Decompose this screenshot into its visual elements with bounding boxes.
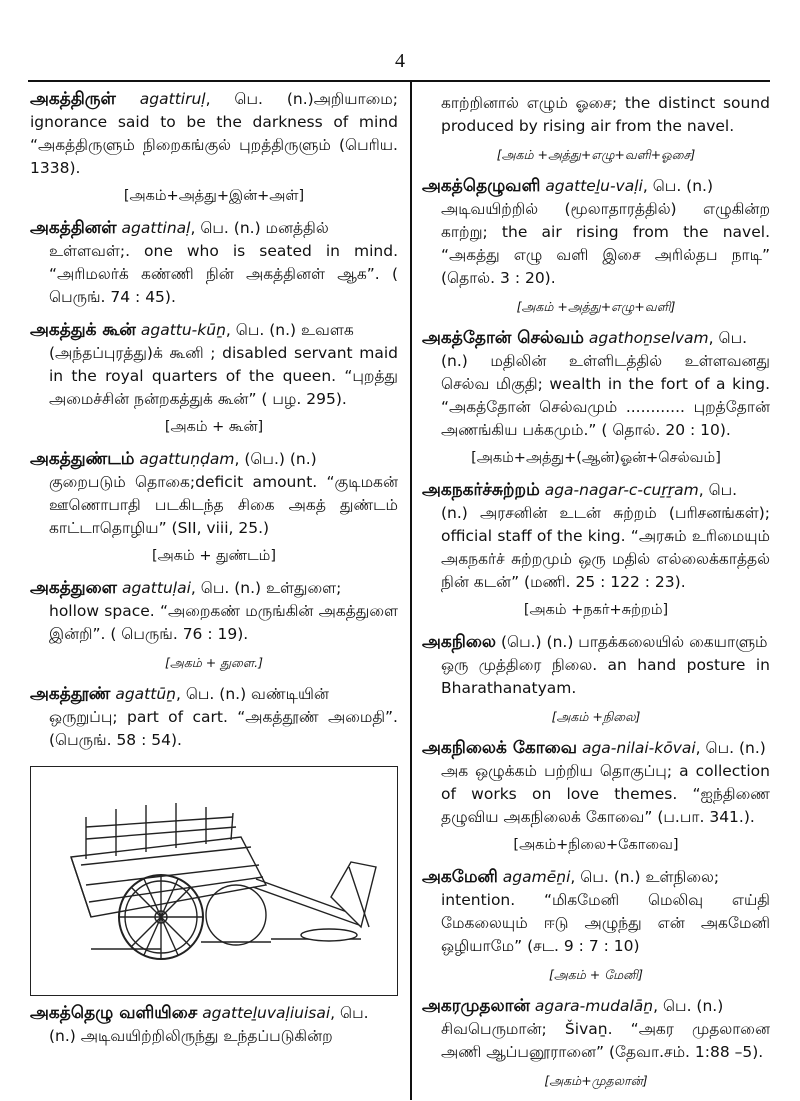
entry: அகத்துளை agattuḷai, பெ. (n.) உள்துளை; hollow space. “அறைகண் மருங்கின் அகத்துளை இன்றி”. ( பெருங். 76 : 19). xyxy=(30,577,398,646)
entry-body: பெ. (n.) வண்டியின் xyxy=(185,685,329,703)
transliteration: agattiruḷ xyxy=(139,90,206,108)
headword: அகத்துண்டம் xyxy=(30,449,135,469)
transliteration: aga-nagar-c-cuṟṟam xyxy=(544,481,699,499)
entry: அகநிலைக் கோவை aga-nilai-kōvai, பெ. (n.) அக ஒழுக்கம் பற்றிய தொகுப்பு; a collection of works on love themes. “ஐந்திணை தழுவிய அகநிலைக் கோவை” (ப.பா. 341.). xyxy=(422,737,770,829)
entry-body: பெ. xyxy=(718,329,748,347)
headword: அகத்தோன் செல்வம் xyxy=(422,328,584,348)
cart-illustration xyxy=(30,766,398,996)
etymology: [அகம் +அத்து+எழு+வளி] xyxy=(516,299,676,314)
page-number: 4 xyxy=(395,50,405,72)
right-column xyxy=(422,92,770,1101)
etymology: [அகம் +அத்து+எழு+வளி+ஓசை] xyxy=(496,147,696,162)
entry: அகத்தோன் செல்வம் agathoṉselvam, பெ. (n.) மதிலின் உள்ளிடத்தில் உள்ளவனது செல்வ மிகுதி; wealth in the fort of a king. “அகத்தோன் செல்வமும் ............ புறத்தோன் அணங்கிய பக்கமும்.” ( தொல். 20 : 10). xyxy=(422,327,770,442)
transliteration: agara-mudalāṉ xyxy=(534,997,654,1015)
transliteration: agamēṉi xyxy=(502,868,571,886)
entry-body: பெ. (n.) உள்நிலை; xyxy=(580,868,720,886)
etymology: [அகம்+அத்து+இன்+அள்] xyxy=(123,188,305,204)
transliteration: agathoṉselvam xyxy=(588,329,709,347)
entry-continued xyxy=(422,92,770,138)
entry-body: பெ. (n.) மனத்தில் xyxy=(200,219,329,237)
entry-continuation: (n.) அடிவயிற்றிலிருந்து உந்தப்படுகின்ற xyxy=(49,1027,333,1045)
headword: அகநகர்ச்சுற்றம் xyxy=(422,480,540,500)
headword: அகத்திருள் xyxy=(30,89,116,109)
entry: அகத்தெழுவளி agatteḻu-vaḷi, பெ. (n.) அடிவயிற்றில் (மூலாதாரத்தில்) எழுகின்ற காற்று; the air rising from the navel. “அகத்து எழு வளி இசை அரில்தப நாடி” (தொல். 3 : 20). xyxy=(422,175,770,290)
entry: அகநகர்ச்சுற்றம் aga-nagar-c-cuṟṟam, பெ. (n.) அரசனின் உடன் சுற்றம் (பரிசனங்கள்); official staff of the king. “அரசும் உரிமையும் அகநகர்ச் சுற்றமும் ஒரு மதில் எல்லைக்காத்தல் நின் கடன்” (மணி. 25 : 122 : 23). xyxy=(422,479,770,594)
entry-body: (பெ.) (n.) பாதக்கலையில் கையாளும் xyxy=(500,633,768,651)
entry-continuation: mind “அகத்திருளும் நிறைகங்குல் புறத்திருளும் (பெரிய. 1338). xyxy=(30,113,398,177)
entry: அகத்திருள் agattiruḷ, பெ. (n.)அறியாமை; ignorance said to be the darkness of mind “அகத்திருளும் நிறைகங்குல் புறத்திருளும் (பெரிய. 1338). xyxy=(30,89,398,177)
cart-drawing xyxy=(31,767,397,995)
headword: அகத்தூண் xyxy=(30,684,111,704)
left-column xyxy=(30,88,398,1048)
etymology: [அகம் +நகர்+சுற்றம்] xyxy=(523,602,669,618)
entry-body: பெ. (n.) உவளக xyxy=(235,321,354,339)
transliteration: agattūṉ xyxy=(115,685,176,703)
transliteration: agattuṇḍam xyxy=(139,450,235,468)
header-rule xyxy=(28,80,770,82)
entry-continuation: (n.) அரசனின் உடன் சுற்றம் (பரிசனங்கள்); official staff of the king. “அரசும் உரிமையும் அகநகர்ச் சுற்றமும் ஒரு மதில் எல்லைக்காத்தல் நின் கடன்” (மணி. 25 : 122 : 23). xyxy=(441,504,770,591)
entry-body: பெ. xyxy=(708,481,738,499)
transliteration: agatteḻu-vaḷi xyxy=(545,177,643,195)
entry-continuation: உள்ளவள்;. one who is seated in mind. “அரிமலர்க் கண்ணி நின் அகத்தினள் ஆக”. ( பெருங். 74 : 45). xyxy=(49,242,398,306)
entry-continuation: ஒரு முத்திரை நிலை. an hand posture in Bharathanatyam. xyxy=(441,656,770,697)
entry-body: பெ. (n.) உள்துளை; xyxy=(200,579,342,597)
etymology: [அகம் + கூன்] xyxy=(164,419,264,435)
headword: அகநிலைக் கோவை xyxy=(422,738,578,758)
entry-continuation: hollow space. “அறைகண் மருங்கின் அகத்துளை இன்றி”. ( பெருங். 76 : 19). xyxy=(49,602,398,643)
entry-body: பெ. (n.) xyxy=(662,997,724,1015)
headword: அகத்தெழுவளி xyxy=(422,176,541,196)
entry-body: பெ. (n.) xyxy=(705,739,766,757)
transliteration: agattuḷai xyxy=(121,579,191,597)
etymology: [அகம் + துளை.] xyxy=(164,655,264,670)
entry-continuation: (n.) மதிலின் உள்ளிடத்தில் உள்ளவனது செல்வ மிகுதி; wealth in the fort of a king. “அகத்தோன் செல்வமும் ............ புறத்தோன் அணங்கிய பக்கமும்.” ( தொல். 20 : 10). xyxy=(441,352,770,439)
column-divider xyxy=(410,82,412,1100)
headword: அகரமுதலான் xyxy=(422,996,530,1016)
entry-body: பெ. (n.)அறியாமை; ignorance said to be the darkness of xyxy=(30,90,398,131)
entry-continuation: குறைபடும் தொகை;deficit amount. “குடிமகன் ஊணொபாதி படகிடந்த சிகை அகத் துண்டம் காட்டாதொழிய” (SII, viii, 25.) xyxy=(49,473,398,537)
headword: அகத்தினள் xyxy=(30,218,117,238)
entry: அகரமுதலான் agara-mudalāṉ, பெ. (n.) சிவபெருமான்; Šivaṉ. “அகர முதலானை அணி ஆப்பனூரானை” (தேவா.சம். 1:88 –5). xyxy=(422,995,770,1064)
entry-continuation: intention. “மிகமேனி மெலிவு எய்தி மேகலையும் ஈடு அழுந்து என் அகமேனி ஒழியாமே” (சட. 9 : 7 : 10) xyxy=(441,891,770,955)
transliteration: agattinaḷ xyxy=(121,219,191,237)
entry xyxy=(422,631,770,700)
entry: அகத்தூண் agattūṉ, பெ. (n.) வண்டியின் ஒருறுப்பு; part of cart. “அகத்தூண் அமைதி”. (பெருங். 58 : 54). xyxy=(30,683,398,752)
transliteration: aga-nilai-kōvai xyxy=(581,739,696,757)
etymology: [அகம்+அத்து+(ஆன்)ஓன்+செல்வம்] xyxy=(471,450,721,466)
entry-continuation: அக ஒழுக்கம் பற்றிய தொகுப்பு; a collection of works on love themes. “ஐந்திணை தழுவிய அகநிலைக் கோவை” (ப.பா. 341.). xyxy=(441,762,770,826)
etymology: [அகம் + துண்டம்] xyxy=(152,548,276,564)
etymology: [அகம்+நிலை+கோவை] xyxy=(513,837,679,853)
entry-body: பெ. xyxy=(340,1004,369,1022)
entry-body: பெ. (n.) xyxy=(652,177,714,195)
entry-body: காற்றினால் எழும் ஓசை; the distinct sound produced by rising air from the navel. xyxy=(441,94,770,135)
entry: அகத்துக் கூன் agattu-kūṉ, பெ. (n.) உவளக (அந்தப்புரத்து)க் கூனி ; disabled servant maid in the royal quarters of the queen. “புறத்து அமைச்சின் நன்றகத்துக் கூன்” ( பழ. 295). xyxy=(30,319,398,411)
headword: அகத்துளை xyxy=(30,578,118,598)
transliteration: agattu-kūṉ xyxy=(140,321,226,339)
transliteration: agatteḻuvaḷiuisai xyxy=(202,1004,331,1022)
entry: அகமேனி agamēṉi, பெ. (n.) உள்நிலை; intention. “மிகமேனி மெலிவு எய்தி மேகலையும் ஈடு அழுந்து என் அகமேனி ஒழியாமே” (சட. 9 : 7 : 10) xyxy=(422,866,770,958)
etymology: [அகம் +நிலை] xyxy=(551,709,641,724)
headword: அகமேனி xyxy=(422,867,498,887)
headword: அகநிலை xyxy=(422,632,497,652)
entry-continuation: சிவபெருமான்; Šivaṉ. “அகர முதலானை அணி ஆப்பனூரானை” (தேவா.சம். 1:88 –5). xyxy=(441,1020,770,1061)
entry: அகத்துண்டம் agattuṇḍam, (பெ.) (n.) குறைபடும் தொகை;deficit amount. “குடிமகன் ஊணொபாதி படகிடந்த சிகை அகத் துண்டம் காட்டாதொழிய” (SII, viii, 25.) xyxy=(30,448,398,540)
etymology: [அகம்+முதலான்] xyxy=(544,1073,648,1088)
entry-body: (பெ.) (n.) xyxy=(244,450,317,468)
entry: அகத்தினள் agattinaḷ, பெ. (n.) மனத்தில் உள்ளவள்;. one who is seated in mind. “அரிமலர்க் கண்ணி நின் அகத்தினள் ஆக”. ( பெருங். 74 : 45). xyxy=(30,217,398,309)
entry-continuation: ஒருறுப்பு; part of cart. “அகத்தூண் அமைதி”. (பெருங். 58 : 54). xyxy=(49,708,398,749)
etymology: [அகம் + மேனி] xyxy=(548,967,643,982)
entry-continuation: அடிவயிற்றில் (மூலாதாரத்தில்) எழுகின்ற காற்று; the air rising from the navel. “அகத்து எழு வளி இசை அரில்தப நாடி” (தொல். 3 : 20). xyxy=(441,200,770,287)
headword: அகத்தெழு வளியிசை xyxy=(30,1003,198,1023)
entry-continuation: (அந்தப்புரத்து)க் கூனி ; disabled servant maid in the royal quarters of the queen. “புறத்து அமைச்சின் நன்றகத்துக் கூன்” ( பழ. 295). xyxy=(49,344,398,408)
entry: அகத்தெழு வளியிசை agatteḻuvaḷiuisai, பெ. (n.) அடிவயிற்றிலிருந்து உந்தப்படுகின்ற xyxy=(30,1002,398,1048)
headword: அகத்துக் கூன் xyxy=(30,320,136,340)
